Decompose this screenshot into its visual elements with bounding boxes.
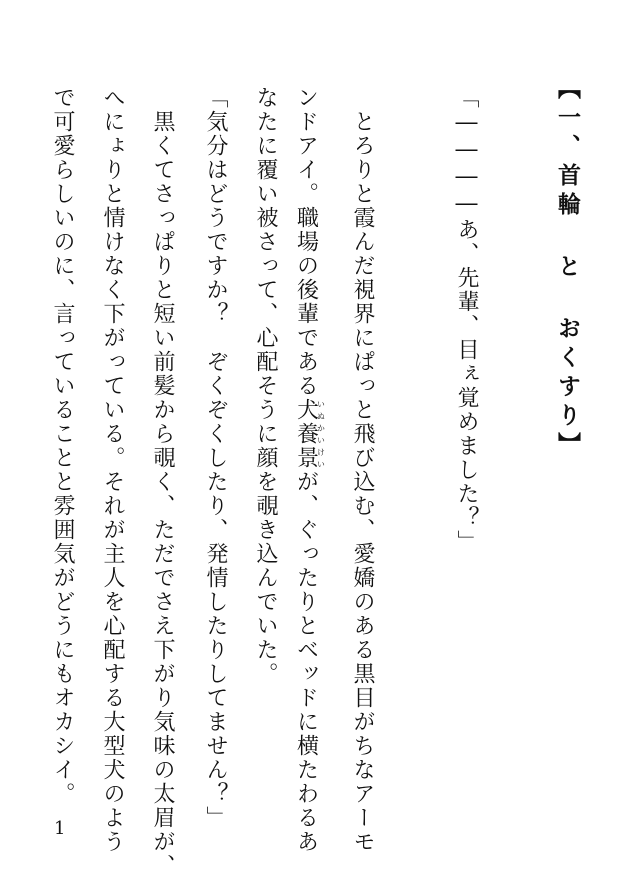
text-column-8: で可愛らしいのに、言っていることと雰囲気がどうにもオカシイ。 <box>50 86 75 806</box>
name-ruby <box>293 398 326 470</box>
name-ruby-base: 犬養景 <box>293 398 319 470</box>
chapter-title: 【一、首輪 と おくすり】 <box>554 76 581 461</box>
text-column-6: 黒くてさっぱりと短い前髪から覗く、ただでさえ下がり気味の太眉が、 <box>150 86 175 878</box>
text-column-3-end: が、ぐったりとベッドに横たわるあ <box>293 470 319 854</box>
text-column-3-start: ンドアイ。職場の後輩である <box>293 86 319 398</box>
text-column-7: へにょりと情けなく下がっている。それが主人を心配する大型犬のよう <box>100 86 125 854</box>
text-column-1: 「――――あ、先輩、目ぇ覚めました？」 <box>454 86 479 554</box>
text-column-3 <box>295 86 326 854</box>
text-column-2: とろりと霞んだ視界にぱっと飛び込む、愛嬌のある黒目がちなアーモ <box>350 86 375 854</box>
name-ruby-reading: いぬかいけい <box>316 398 326 470</box>
text-column-5: 「気分はどうですか？ ぞくぞくしたり、発情したりしてません？」 <box>203 86 228 830</box>
text-column-4: なたに覆い被さって、心配そうに顔を覗き込んでいた。 <box>253 86 278 686</box>
page-number: 1 <box>54 818 66 839</box>
